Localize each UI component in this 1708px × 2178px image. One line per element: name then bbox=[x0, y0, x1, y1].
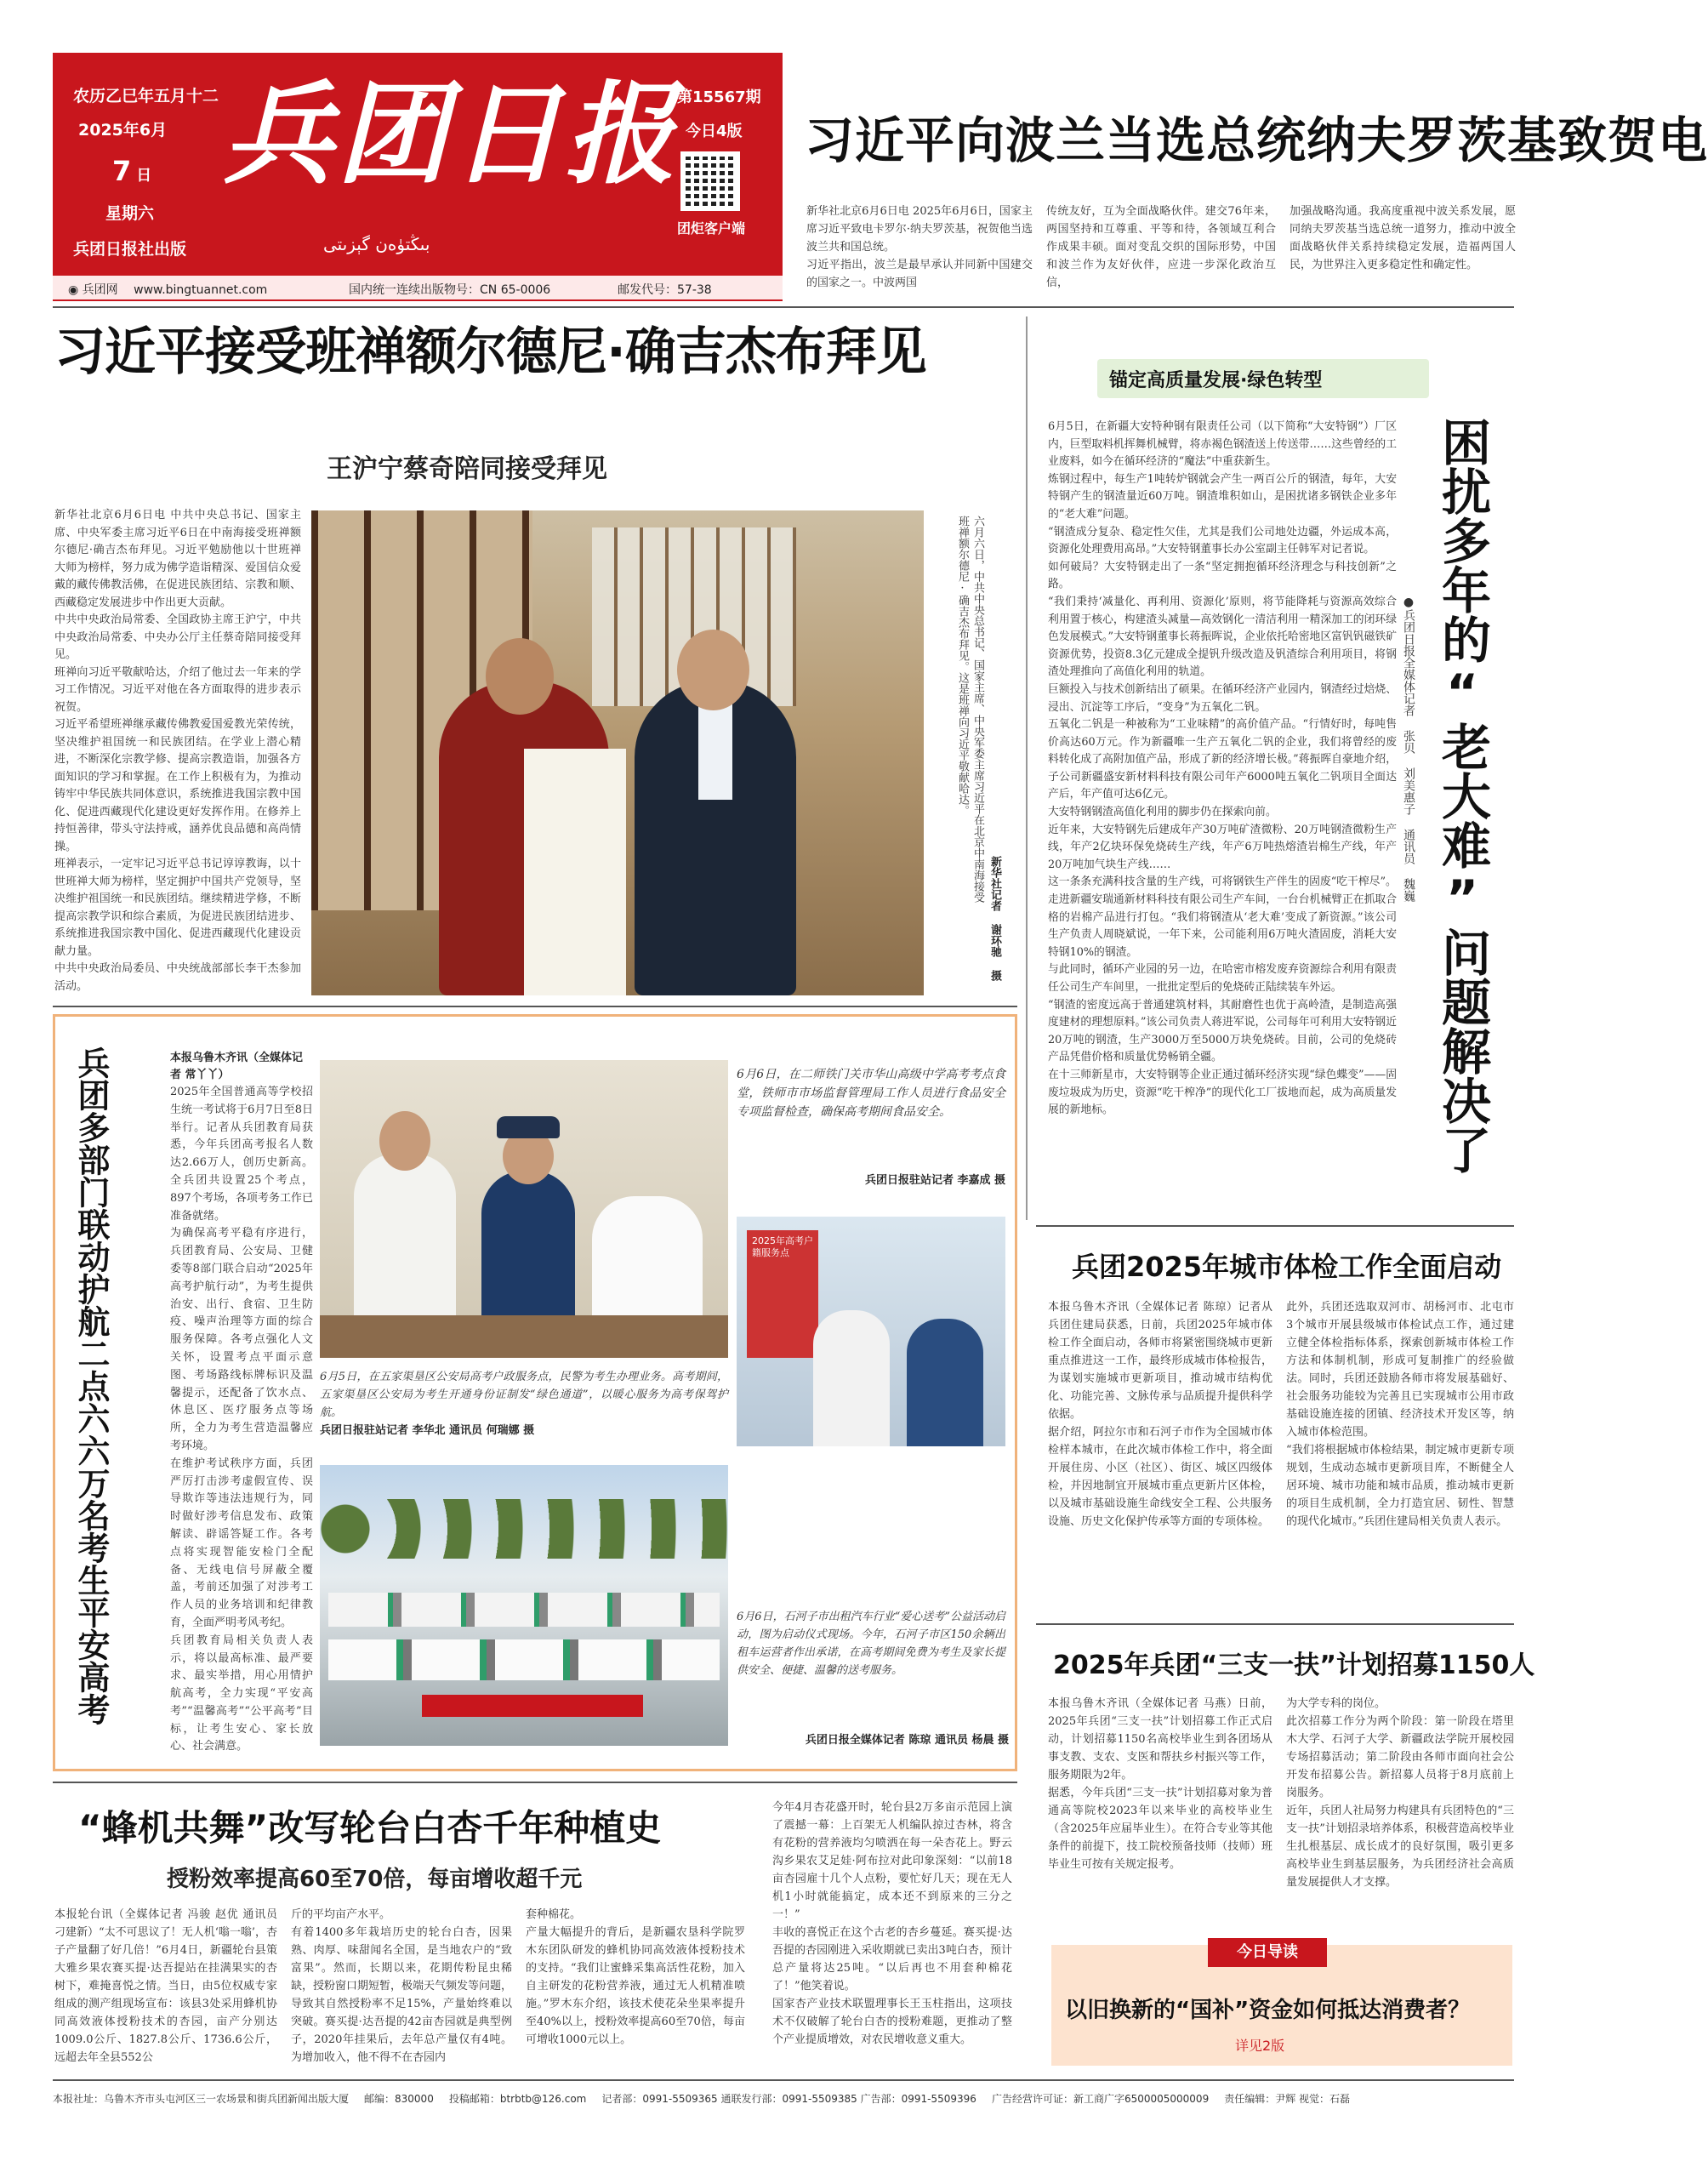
recruit-col1: 本报乌鲁木齐讯（全媒体记者 马燕）日前，2025年兵团“三支一扶”计划招募工作正式启动，计划招募1150名高校毕业生到各团场从事支教、支农、支医和帮扶乡村振兴等工作，服务期限为2年。 据悉，今年兵团“三支一扶”计划招募对象为普通高等院校2023年以来毕业的高校毕业生（含2025年应届毕业生）。在符合专业等其他条件的前提下，技工院校预备技师（技师）班毕业生可按有关规定报考。 bbox=[1048, 1697, 1272, 1871]
top-story-headline[interactable]: 习近平向波兰当选总统纳夫罗茨基致贺电 bbox=[805, 111, 1708, 169]
divider-green bbox=[1036, 1225, 1514, 1227]
recruit-headline[interactable]: 2025年兵团“三支一扶”计划招募1150人 bbox=[1053, 1651, 1535, 1680]
exam-body: 2025年全国普通高等学校招生统一考试将于6月7日至8日举行。记者从兵团教育局获悉，今年兵团高考报名人数达2.66万人，创历史新高。全兵团共设置25个考点，897个考场，各项考务工作已准备就绪。 为确保高考平稳有序进行，兵团教育局、公安局、卫健委等8部门联合启动“2025年高考护航行动”，为考生提供治安、出行、食宿、卫生防疫、噪声治理等方面的综合服务保障。各考点强化人文关怀，设置考点平面示意图、考场路线标牌标识及温馨提示，还配备了饮水点、休息区、医疗服务点等场所，全力为考生营造温馨应考环境。 在维护考试秩序方面，兵团严厉打击涉考虚假宣传、误导欺诈等违法违规行为，同时做好涉考信息发布、政策解读、辟谣答疑工作。各考点将实现智能安检门全配备、无线电信号屏蔽全覆盖，考前还加强了对涉考工作人员的业务培训和纪律教育，全面严明考风考纪。 兵团教育局相关负责人表示，将以最高标准、最严要求、最实举措，用心用情护航高考，全力实现“平安高考”“温馨高考”“公平高考”目标，让考生安心、家长放心、社会满意。 bbox=[170, 1086, 313, 1753]
preview-title[interactable]: 以旧换新的“国补”资金如何抵达消费者？ bbox=[1065, 1998, 1471, 2023]
shirt bbox=[698, 698, 732, 800]
footer-address: 本报社址：乌鲁木齐市头屯河区三一农场景和街兵团新闻出版大厦 bbox=[53, 2093, 350, 2105]
green-tag-label: 锚定高质量发展·绿色转型 bbox=[1109, 370, 1323, 391]
bee-col4: 今年4月杏花盛开时，轮台县2万多亩示范园上演了震撼一幕：上百架无人机编队掠过杏林，将含有花粉的营养液均匀喷洒在每一朵杏花上。野云沟乡果农艾足娃·阿布拉对此印象深刻：“以前18亩杏园雇十几个人点粉，要忙好几天；现在无人机1小时就能搞定，成本还不到原来的三分之一！” 丰收的喜悦正在这个古老的杏乡蔓延。赛买提·达吾提的杏园刚进入采收期就已卖出3吨白杏，预计总产量将达25吨。“以后再也不用套种棉花了！”他笑着说。 国家杏产业技术联盟理事长王玉柱指出，这项技术不仅破解了轮台白杏的授粉难题，更推动了整个产业提质增效，对农民增收意义重大。 bbox=[772, 1801, 1012, 2046]
preview-page[interactable]: 详见2版 bbox=[1235, 2038, 1285, 2054]
exam-photo3-caption: 6月6日，石河子市出租汽车行业“爱心送考”公益活动启动，图为启动仪式现场。今年，石河子市区150余辆出租车运营者作出承诺，在高考期间免费为考生及家长提供安全、便捷、温馨的送考服务。 bbox=[737, 1611, 1005, 1677]
green-column-tag bbox=[1097, 359, 1429, 398]
website-label: 兵团网 bbox=[82, 283, 118, 297]
exam-photo-police[interactable] bbox=[737, 1217, 1005, 1446]
day-number: 7 bbox=[112, 155, 132, 187]
top-story-col1: 新华社北京6月6日电 2025年6月6日，国家主席习近平致电卡罗尔·纳夫罗茨基，祝贺他当选波兰共和国总统。 习近平指出，波兰是最早承认并同新中国建交的国家之一。中波两国 bbox=[806, 205, 1033, 289]
monk-head bbox=[486, 638, 554, 715]
exam-photo-taxis[interactable] bbox=[320, 1465, 728, 1746]
green-headline[interactable]: 困扰多年的“老大难”问题解决了 bbox=[1433, 417, 1491, 1174]
qr-code-icon[interactable] bbox=[680, 151, 740, 211]
exam-photo-inspection[interactable] bbox=[320, 1060, 728, 1358]
issue-number: 第15567期 bbox=[677, 88, 761, 106]
preview-tag-label: 今日导读 bbox=[1237, 1943, 1298, 1961]
divider-lead bbox=[53, 1006, 1017, 1007]
city-col2: 此外，兵团还选取双河市、胡杨河市、北屯市3个城市开展县级城市体检试点工作，通过建立健全体检指标体系，探索创新城市体检工作方法和体制机制，形成可复制推广的经验做法。同时，兵团还鼓励各师市将发展基础好、社会服务功能较为完善且已实现城市公用市政基础设施连接的团镇、经济技术开发区等，纳入城市体检范围。 “我们将根据城市体检结果，制定城市更新专项规划，生成动态城市更新项目库，不断健全人居环境、城市功能和城市品质，推动城市更新的项目生成机制，全力打造宜居、韧性、智慧的现代化城市。”兵团住建局相关负责人表示。 bbox=[1286, 1301, 1514, 1528]
globe-icon: ◉ bbox=[68, 283, 79, 297]
lead-photo[interactable] bbox=[311, 510, 924, 995]
issue-day bbox=[112, 155, 151, 187]
inspector-head bbox=[379, 1111, 430, 1171]
policewoman-figure bbox=[907, 1319, 983, 1446]
footer-rule bbox=[53, 2079, 1514, 2081]
bee-col1: 本报轮台讯（全媒体记者 冯骏 赵优 通讯员 刁建新）“太不可思议了！无人机‘嗡一嗡’，杏子产量翻了好几倍！”6月4日，新疆轮台县策大雅乡果农赛买提·达吾提站在挂满果实的杏树下，难掩喜悦之情。当日，由5位权威专家组成的测产组现场宣布：该县3处采用蜂机协同高效液体授粉技术的杏园，亩产分别达1009.0公斤、1827.8公斤、1736.6公斤，远超去年全县552公 bbox=[54, 1908, 277, 2064]
red-banner bbox=[422, 1695, 643, 1717]
website-info[interactable] bbox=[68, 281, 267, 298]
exam-photo2-caption: 6月5日，在五家渠垦区公安局高考户政服务点，民警为考生办理业务。高考期间，五家渠垦区公安局为考生开通身份证制发“绿色通道”，以暖心服务为高考保驾护航。 bbox=[320, 1371, 728, 1419]
exam-photo3-credit: 兵团日报全媒体记者 陈琼 通讯员 杨晨 摄 bbox=[805, 1734, 1009, 1747]
exam-byline: 本报乌鲁木齐讯（全媒体记者 常丫丫） bbox=[170, 1052, 304, 1081]
exam-photo1-credit: 兵团日报驻站记者 李嘉成 摄 bbox=[864, 1174, 1005, 1187]
bee-headline[interactable]: “蜂机共舞”改写轮台白杏千年种植史 bbox=[78, 1807, 662, 1849]
taxi-row-2 bbox=[328, 1639, 720, 1680]
website-url[interactable]: www.bingtuannet.com bbox=[134, 283, 268, 297]
footer-phones: 记者部：0991-5509365 通联发行部：0991-5509385 广告部：0991-5509396 bbox=[601, 2093, 976, 2105]
counter bbox=[320, 1315, 728, 1358]
issue-date: 2025年6月 bbox=[78, 121, 168, 140]
preview-tag bbox=[1208, 1938, 1327, 1967]
student-figure bbox=[813, 1310, 890, 1446]
bee-subheadline: 授粉效率提高60至70倍，每亩增收超千元 bbox=[167, 1867, 583, 1892]
footer-ad-license: 广告经营许可证：新工商广字6500005000009 bbox=[991, 2093, 1210, 2105]
suit-head bbox=[677, 630, 749, 710]
lead-subheadline: 王沪宁蔡奇陪同接受拜见 bbox=[327, 454, 607, 484]
publisher: 兵团日报社出版 bbox=[73, 240, 187, 259]
lead-photo-caption: 六月六日，中共中央总书记、国家主席、中央军委主席习近平在北京中南海接受班禅额尔德尼·确吉杰布拜见。这是班禅向习近平敬献哈达。 bbox=[956, 516, 984, 903]
weekday: 星期六 bbox=[105, 204, 155, 223]
poster-text: 2025年高考户籍服务点 bbox=[752, 1235, 813, 1258]
green-byline: ●兵团日报全媒体记者 张贝 刘美惠子 通讯员 魏巍 bbox=[1402, 596, 1415, 902]
top-story-col3: 加强战略沟通。我高度重视中波关系发展，愿同纳夫罗茨基当选总统一道努力，推动中波全面战略伙伴关系持续稳定发展，造福两国人民，为世界注入更多稳定性和确定性。 bbox=[1290, 205, 1516, 271]
edition-count: 今日4版 bbox=[686, 123, 743, 140]
bee-col2: 斤的平均亩产水平。 有着1400多年栽培历史的轮台白杏，因果熟、肉厚、味甜闻名全国，是当地农户的“致富果”。然而，长期以来，花期传粉昆虫稀缺，授粉窗口期短暂，极端天气频发等问题，导致其自然授粉率不足15%，产量始终难以突破。赛买提·达吾提的42亩杏园就是典型例子，2020年挂果后，去年总产量仅有4吨。为增加收入，他不得不在杏园内 bbox=[291, 1908, 513, 2064]
lead-body: 新华社北京6月6日电 中共中央总书记、国家主席、中央军委主席习近平6日在中南海接受班禅额尔德尼·确吉杰布拜见。习近平勉励他以十世班禅大师为榜样，努力成为佛学造诣精深、爱国信众爱戴的藏传佛教活佛，在促进民族团结、宗教和顺、西藏稳定发展进步中作出更大贡献。 中共中央政治局常委、全国政协主席王沪宁，中共中央政治局常委、中央办公厅主任蔡奇陪同接受拜见。 班禅向习近平敬献哈达，介绍了他过去一年来的学习工作情况。习近平对他在各方面取得的进步表示祝贺。 习近平希望班禅继承藏传佛教爱国爱教光荣传统，坚决维护祖国统一和民族团结。在学业上潜心精进，不断深化宗教学修、提高宗教造诣，加强各方面知识的学习和掌握。在工作上积极有为，为推动铸牢中华民族共同体意识，系统推进我国宗教中国化、促进西藏现代化建设更好发挥作用。在修养上持恒善律，带头守法持戒，涵养优良品德和高尚情操。 班禅表示，一定牢记习近平总书记谆谆教诲，以十世班禅大师为榜样，坚定拥护中国共产党领导，坚决维护祖国统一和民族团结。继续精进学修，不断提高宗教学识和综合素质，为促进民族团结进步、系统推进我国宗教中国化、促进西藏现代化建设贡献力量。 中共中央政治局委员、中央统战部部长李干杰参加活动。 bbox=[54, 509, 301, 993]
recruit-col2: 为大学专科的岗位。 此次招募工作分为两个阶段：第一阶段在塔里木大学、石河子大学、新疆政法学院开展校园专场招募活动；第二阶段由各师市面向社会公开发布招募公告。新招募人员将于8月底前上岗服务。 近年，兵团人社局努力构建具有兵团特色的“三支一扶”计划招录培养体系，积极营造高校毕业生扎根基层、成长成才的良好氛围，吸引更多高校毕业生到基层服务，为兵团经济社会高质量发展提供人才支撑。 bbox=[1286, 1697, 1514, 1889]
footer-line bbox=[53, 2091, 1514, 2106]
newspaper-title: 兵团日报 bbox=[223, 69, 680, 199]
trees bbox=[320, 1499, 728, 1559]
day-unit: 日 bbox=[136, 167, 152, 185]
exam-photo1-caption: 6月6日，在二师铁门关市华山高级中学高考考点食堂，铁师市市场监督管理局工作人员进行食品安全专项监督检查，确保高考期间食品安全。 bbox=[737, 1068, 1005, 1119]
postal-code: 邮发代号：57-38 bbox=[618, 283, 712, 297]
taxi-row-1 bbox=[328, 1593, 720, 1627]
divider-city bbox=[1036, 1623, 1514, 1625]
bee-col3: 套种棉花。 产量大幅提升的背后，是新疆农垦科学院罗木东团队研发的蜂机协同高效液体授粉技术的支持。“我们让蜜蜂采集高活性花粉，加入自主研发的花粉营养液，通过无人机精准喷施。”罗木东介绍，该技术使花朵坐果率提升至40%以上，授粉效率提高60至70倍，每亩可增收1000元以上。 bbox=[526, 1908, 745, 2046]
column-divider-right bbox=[1026, 316, 1028, 1220]
divider-top bbox=[53, 306, 1514, 308]
top-story-col2: 传统友好，互为全面战略伙伴。建交76年来，两国坚持和互尊重、平等和待，各领域互利合作成果丰硕。面对变乱交织的国际形势，中国和波兰作为友好伙伴，应进一步深化政治互信， bbox=[1046, 205, 1276, 289]
city-col1: 本报乌鲁木齐讯（全媒体记者 陈琼）记者从兵团住建局获悉，日前，兵团2025年城市体检工作全面启动，各师市将紧密围绕城市更新重点推进这一工作，最终形成城市体检报告，为谋划实施城市更新项目，推动城市结构优化、功能完善、文脉传承与品质提升提供科学依据。 据介绍，阿拉尔市和石河子市作为全国城市体检样本城市，在此次城市体检工作中，将全面开展住房、小区（社区）、街区、城区四级体检，并因地制宜开展城市重点更新片区体检，以及城市基础设施生命线安全工程、公共服务设施、历史文化保护传承等方面的专项体检。 bbox=[1048, 1301, 1272, 1528]
city-headline[interactable]: 兵团2025年城市体检工作全面启动 bbox=[1072, 1251, 1502, 1283]
exam-photo2-credit: 兵团日报驻站记者 李华北 通讯员 何瑞娜 摄 bbox=[320, 1424, 535, 1437]
uyghur-title: بىڭتۈەن گېزىتى bbox=[323, 234, 430, 254]
lunar-date: 农历乙巳年五月十二 bbox=[73, 87, 219, 105]
exam-headline[interactable]: 兵团多部门联动护航二点六六万名考生平安高考 bbox=[72, 1046, 110, 1725]
divider-exam bbox=[53, 1782, 1017, 1783]
exam-poster bbox=[747, 1230, 818, 1358]
footer-email[interactable]: 投稿邮箱：btrbtb@126.com bbox=[448, 2093, 587, 2105]
officer-cap bbox=[497, 1116, 560, 1138]
app-label: 团炬客户端 bbox=[677, 220, 746, 237]
cn-number: 国内统一连续出版物号：CN 65-0006 bbox=[349, 283, 551, 297]
lead-photo-credit: 新华社记者 谢环驰 摄 bbox=[988, 856, 1001, 981]
lead-headline[interactable]: 习近平接受班禅额尔德尼·确吉杰布拜见 bbox=[54, 322, 926, 382]
footer-postcode: 邮编：830000 bbox=[364, 2093, 434, 2105]
green-body: 6月5日，在新疆大安特种钢有限责任公司（以下简称“大安特钢”）厂区内，巨型取料机挥舞机械臂，将赤褐色钢渣送上传送带……这些曾经的工业废料，如今在循环经济的“魔法”中重获新生。 炼钢过程中，每生产1吨转炉钢就会产生一两百公斤的钢渣，每年，大安特钢产生的钢渣量近60万吨。钢渣堆积如山，是困扰诸多钢铁企业多年的“老大难”问题。 “钢渣成分复杂、稳定性欠佳，尤其是我们公司地处边疆，外运成本高，资源化处理费用高昂。”大安特钢董事长办公室副主任韩军对记者说。 如何破局？大安特钢走出了一条“坚定拥抱循环经济理念与科技创新”之路。 “我们秉持‘减量化、再利用、资源化’原则，将节能降耗与资源高效综合利用置于核心，构建渣头减量—高效钢化一清洁利用一精深加工的闭环绿色发展模式。”大安特钢董事长蒋振晖说，企业依托哈密地区富钒钒磁铁矿资源优势，投资8.3亿元建成全提钒升级改造及钒渣综合利用项目，将钢渣处理推向了高值化利用的轨道。 巨额投入与技术创新结出了硕果。在循环经济产业园内，钢渣经过焙烧、浸出、沉淀等工序后，“变身”为五氧化二钒。 五氧化二钒是一种被称为“工业味精”的高价值产品。“行情好时，每吨售价高达60万元。作为新疆唯一生产五氧化二钒的企业，我们将曾经的废料转化成了高附加值产品，形成了新的经济增长极。”蒋振晖自豪地介绍，子公司新疆盛安新材料科技有限公司年产6000吨五氧化二钒项目全面达产后，年产值可达6亿元。 大安特钢钢渣高值化利用的脚步仍在探索向前。 近年来，大安特钢先后建成年产30万吨矿渣微粉、20万吨钢渣微粉生产线，年产2亿块环保免烧砖生产线，年产6万吨热熔渣岩棉生产线，年产20万吨加气块生产线…… 这一条条充满科技含量的生产线，可将钢铁生产伴生的固废“吃干榨尽”。 走进新疆安瑞通新材料科技有限公司生产车间，一台台机械臂正在抓取合格的岩棉产品进行打包。“我们将钢渣从‘老大难’变成了新资源。”该公司生产负责人周晓斌说，一年下来，公司能利用6万吨火渣固废，消耗大安特钢10%的钢渣。 与此同时，循环产业园的另一边，在哈密市榕发废弃资源综合利用有限责任公司生产车间里，一批批定型后的免烧砖正陆续装车外运。 “钢渣的密度远高于普通建筑材料，其耐磨性也优于高岭渣，是制造高强度建材的理想原料。”该公司负责人蒋进军说，公司每年可利用大安特钢近20万吨的钢渣，生产3000万至5000万块免烧砖。目前，公司的免烧砖产品凭借价格和质量优势畅销全疆。 在十三师新星市，大安特钢等企业正通过循环经济实现“绿色蝶变”——固废垃圾成为历史，资源“吃干榨净”的现代化工厂拔地而起，成为高质量发展的新地标。 bbox=[1048, 420, 1397, 1117]
footer-editor: 责任编辑：尹辉 视觉：石磊 bbox=[1224, 2093, 1351, 2105]
khata-scarf bbox=[524, 749, 626, 995]
